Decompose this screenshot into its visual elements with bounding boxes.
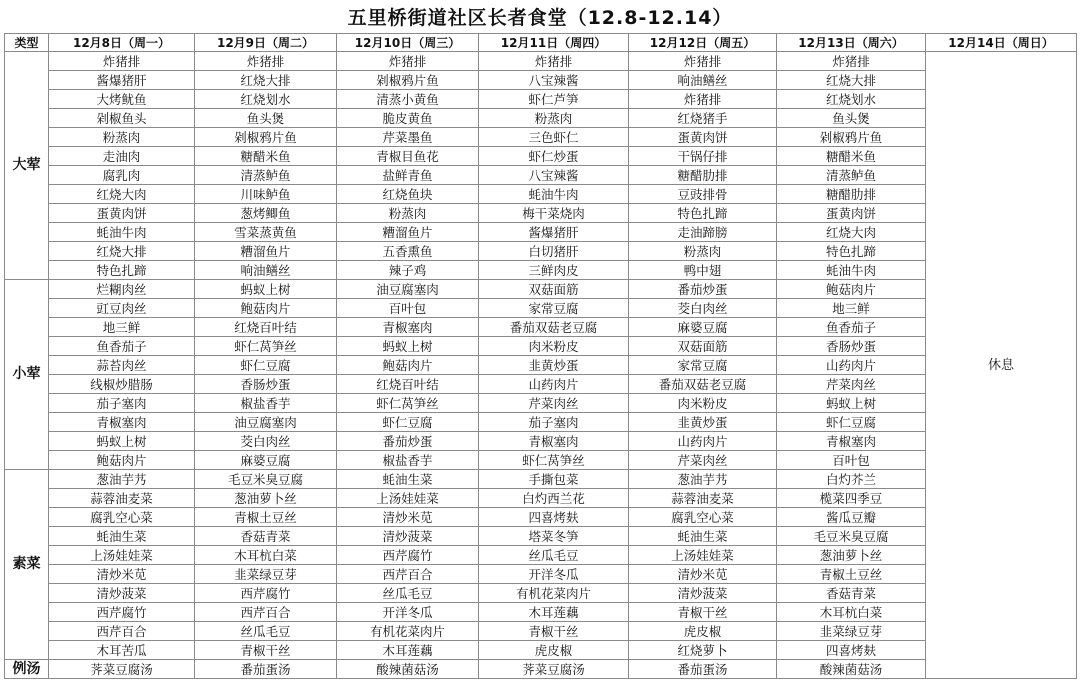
table-row: [5, 413, 1077, 432]
dish-cell: 青椒塞肉: [337, 318, 479, 337]
dish-cell: 酸辣菌菇汤: [337, 660, 479, 679]
dish-cell: 糖醋米鱼: [195, 147, 337, 166]
dish-cell: 芹菜肉丝: [479, 394, 629, 413]
dish-cell: 香菇青菜: [195, 527, 337, 546]
dish-cell: 毛豆米臭豆腐: [777, 527, 926, 546]
dish-cell: 干锅仔排: [629, 147, 777, 166]
dish-cell: 木耳杭白菜: [195, 546, 337, 565]
dish-cell: 腐乳肉: [49, 166, 195, 185]
dish-cell: 炸猪排: [49, 52, 195, 71]
dish-cell: 清蒸鲈鱼: [777, 166, 926, 185]
dish-cell: 韭黄炒蛋: [479, 356, 629, 375]
dish-cell: 蛋黄肉饼: [629, 128, 777, 147]
table-row: [5, 641, 1077, 660]
dish-cell: 红烧百叶结: [337, 375, 479, 394]
dish-cell: 红烧猪手: [629, 109, 777, 128]
dish-cell: 炸猪排: [777, 52, 926, 71]
category-cell: 大荤: [5, 52, 49, 280]
dish-cell: 虾仁莴笋丝: [337, 394, 479, 413]
dish-cell: 韭菜绿豆芽: [195, 565, 337, 584]
dish-cell: 酸辣菌菇汤: [777, 660, 926, 679]
dish-cell: 特色扎蹄: [777, 242, 926, 261]
dish-cell: 鱼香茄子: [777, 318, 926, 337]
menu-body: [5, 52, 1077, 679]
page-title: 五里桥街道社区长者食堂（12.8-12.14）: [347, 7, 733, 29]
dish-cell: 红烧鱼块: [337, 185, 479, 204]
dish-cell: 炸猪排: [629, 90, 777, 109]
dish-cell: 荠菜豆腐汤: [479, 660, 629, 679]
dish-cell: 蚝油生菜: [49, 527, 195, 546]
table-row: [5, 71, 1077, 90]
dish-cell: 青椒干丝: [479, 622, 629, 641]
dish-cell: 虎皮椒: [629, 622, 777, 641]
dish-cell: 清蒸小黄鱼: [337, 90, 479, 109]
dish-cell: 蚂蚁上树: [777, 394, 926, 413]
table-row: [5, 660, 1077, 679]
table-row: [5, 622, 1077, 641]
dish-cell: 红烧大肉: [777, 223, 926, 242]
dish-cell: 红烧百叶结: [195, 318, 337, 337]
dish-cell: 芹菜肉丝: [777, 375, 926, 394]
dish-cell: 蛋黄肉饼: [49, 204, 195, 223]
dish-cell: 粉蒸肉: [629, 242, 777, 261]
dish-cell: 蚝油牛肉: [479, 185, 629, 204]
table-row: [5, 242, 1077, 261]
dish-cell: 红烧萝卜: [629, 641, 777, 660]
dish-cell: 糖醋米鱼: [777, 147, 926, 166]
dish-cell: 红烧划水: [777, 90, 926, 109]
table-row: [5, 337, 1077, 356]
dish-cell: 葱油萝卜丝: [777, 546, 926, 565]
dish-cell: 炸猪排: [629, 52, 777, 71]
dish-cell: 百叶包: [337, 299, 479, 318]
dish-cell: 山药肉片: [629, 432, 777, 451]
dish-cell: 酱瓜豆瓣: [777, 508, 926, 527]
dish-cell: 蒜蓉油麦菜: [629, 489, 777, 508]
header-day-1: 12月8日（周一）: [49, 34, 195, 52]
table-row: [5, 451, 1077, 470]
dish-cell: 蚝油生菜: [629, 527, 777, 546]
dish-cell: 特色扎蹄: [49, 261, 195, 280]
table-row: [5, 318, 1077, 337]
dish-cell: 梅干菜烧肉: [479, 204, 629, 223]
dish-cell: 鱼头煲: [195, 109, 337, 128]
dish-cell: 香肠炒蛋: [195, 375, 337, 394]
header-day-6: 12月13日（周六）: [777, 34, 926, 52]
header-day-7: 12月14日（周日）: [926, 34, 1077, 52]
dish-cell: 三色虾仁: [479, 128, 629, 147]
dish-cell: 八宝辣酱: [479, 71, 629, 90]
dish-cell: 蛋黄肉饼: [777, 204, 926, 223]
dish-cell: 鲍菇肉片: [777, 280, 926, 299]
dish-cell: 鲍菇肉片: [195, 299, 337, 318]
dish-cell: 白切猪肝: [479, 242, 629, 261]
dish-cell: 虾仁豆腐: [195, 356, 337, 375]
dish-cell: 鱼香茄子: [49, 337, 195, 356]
dish-cell: 油豆腐塞肉: [195, 413, 337, 432]
table-row: [5, 90, 1077, 109]
dish-cell: 虾仁莴笋丝: [479, 451, 629, 470]
dish-cell: 木耳杭白菜: [777, 603, 926, 622]
dish-cell: 腐乳空心菜: [629, 508, 777, 527]
dish-cell: 炸猪排: [479, 52, 629, 71]
dish-cell: 豇豆肉丝: [49, 299, 195, 318]
table-row: [5, 394, 1077, 413]
dish-cell: 塔菜冬笋: [479, 527, 629, 546]
table-row: [5, 261, 1077, 280]
dish-cell: 毛豆米臭豆腐: [195, 470, 337, 489]
dish-cell: 雪菜蒸黄鱼: [195, 223, 337, 242]
sunday-rest-cell: 休息: [926, 52, 1077, 679]
dish-cell: 蚂蚁上树: [49, 432, 195, 451]
table-row: [5, 52, 1077, 71]
dish-cell: 蚂蚁上树: [195, 280, 337, 299]
header-day-2: 12月9日（周二）: [195, 34, 337, 52]
menu-table: [4, 33, 1077, 679]
dish-cell: 清蒸鲈鱼: [195, 166, 337, 185]
dish-cell: 西芹腐竹: [337, 546, 479, 565]
dish-cell: 川味鲈鱼: [195, 185, 337, 204]
dish-cell: 丝瓜毛豆: [195, 622, 337, 641]
dish-cell: 双菇面筋: [479, 280, 629, 299]
dish-cell: 葱油芋艿: [629, 470, 777, 489]
dish-cell: 虾仁豆腐: [337, 413, 479, 432]
dish-cell: 酱爆猪肝: [479, 223, 629, 242]
dish-cell: 特色扎蹄: [629, 204, 777, 223]
dish-cell: 线椒炒腊肠: [49, 375, 195, 394]
table-row: [5, 280, 1077, 299]
dish-cell: 上汤娃娃菜: [49, 546, 195, 565]
dish-cell: 家常豆腐: [479, 299, 629, 318]
dish-cell: 番茄蛋汤: [629, 660, 777, 679]
dish-cell: 走油肉: [49, 147, 195, 166]
dish-cell: 清炒米苋: [337, 508, 479, 527]
dish-cell: 香菇青菜: [777, 584, 926, 603]
dish-cell: 剁椒鱼头: [49, 109, 195, 128]
dish-cell: 番茄双菇老豆腐: [479, 318, 629, 337]
dish-cell: 上汤娃娃菜: [629, 546, 777, 565]
table-row: [5, 299, 1077, 318]
header-day-5: 12月12日（周五）: [629, 34, 777, 52]
dish-cell: 蚝油牛肉: [49, 223, 195, 242]
dish-cell: 百叶包: [777, 451, 926, 470]
table-row: [5, 204, 1077, 223]
dish-cell: 西芹腐竹: [49, 603, 195, 622]
dish-cell: 鲍菇肉片: [49, 451, 195, 470]
category-cell: 小荤: [5, 280, 49, 470]
dish-cell: 上汤娃娃菜: [337, 489, 479, 508]
dish-cell: 榄菜四季豆: [777, 489, 926, 508]
dish-cell: 荠菜豆腐汤: [49, 660, 195, 679]
dish-cell: 番茄炒蛋: [337, 432, 479, 451]
dish-cell: 地三鲜: [777, 299, 926, 318]
dish-cell: 茄子塞肉: [479, 413, 629, 432]
dish-cell: 番茄炒蛋: [629, 280, 777, 299]
dish-cell: 剁椒鸦片鱼: [195, 128, 337, 147]
dish-cell: 西芹百合: [195, 603, 337, 622]
dish-cell: 大烤鱿鱼: [49, 90, 195, 109]
dish-cell: 麻婆豆腐: [195, 451, 337, 470]
dish-cell: 粉蒸肉: [49, 128, 195, 147]
dish-cell: 虾仁芦笋: [479, 90, 629, 109]
dish-cell: 芹菜墨鱼: [337, 128, 479, 147]
dish-cell: 地三鲜: [49, 318, 195, 337]
table-row: [5, 356, 1077, 375]
dish-cell: 粉蒸肉: [337, 204, 479, 223]
dish-cell: 木耳莲藕: [337, 641, 479, 660]
dish-cell: 麻婆豆腐: [629, 318, 777, 337]
dish-cell: 清炒菠菜: [337, 527, 479, 546]
dish-cell: 双菇面筋: [629, 337, 777, 356]
dish-cell: 茭白肉丝: [195, 432, 337, 451]
dish-cell: 韭菜绿豆芽: [777, 622, 926, 641]
dish-cell: 肉米粉皮: [629, 394, 777, 413]
table-row: [5, 527, 1077, 546]
dish-cell: 烂糊肉丝: [49, 280, 195, 299]
dish-cell: 蚂蚁上树: [337, 337, 479, 356]
dish-cell: 青椒土豆丝: [195, 508, 337, 527]
dish-cell: 家常豆腐: [629, 356, 777, 375]
dish-cell: 青椒塞肉: [479, 432, 629, 451]
header-day-4: 12月11日（周四）: [479, 34, 629, 52]
dish-cell: 清炒菠菜: [49, 584, 195, 603]
dish-cell: 青椒塞肉: [777, 432, 926, 451]
dish-cell: 鱼头煲: [777, 109, 926, 128]
dish-cell: 西芹腐竹: [195, 584, 337, 603]
table-row: [5, 128, 1077, 147]
dish-cell: 鲍菇肉片: [337, 356, 479, 375]
dish-cell: 青椒土豆丝: [777, 565, 926, 584]
dish-cell: 炸猪排: [195, 52, 337, 71]
dish-cell: 响油鳝丝: [195, 261, 337, 280]
dish-cell: 虎皮椒: [479, 641, 629, 660]
dish-cell: 有机花菜肉片: [479, 584, 629, 603]
dish-cell: 清炒菠菜: [629, 584, 777, 603]
table-row: [5, 603, 1077, 622]
dish-cell: 丝瓜毛豆: [479, 546, 629, 565]
dish-cell: 剁椒鸦片鱼: [337, 71, 479, 90]
dish-cell: 四喜烤麸: [777, 641, 926, 660]
dish-cell: 芹菜肉丝: [629, 451, 777, 470]
dish-cell: 酱爆猪肝: [49, 71, 195, 90]
dish-cell: 开洋冬瓜: [479, 565, 629, 584]
dish-cell: 椒盐香芋: [195, 394, 337, 413]
dish-cell: 虾仁炒蛋: [479, 147, 629, 166]
dish-cell: 蚝油牛肉: [777, 261, 926, 280]
dish-cell: 辣子鸡: [337, 261, 479, 280]
dish-cell: 开洋冬瓜: [337, 603, 479, 622]
table-row: [5, 565, 1077, 584]
dish-cell: 有机花菜肉片: [337, 622, 479, 641]
dish-cell: 清炒米苋: [629, 565, 777, 584]
category-cell: 例汤: [5, 660, 49, 679]
dish-cell: 西芹百合: [49, 622, 195, 641]
table-row: [5, 584, 1077, 603]
table-row: [5, 147, 1077, 166]
dish-cell: 四喜烤麸: [479, 508, 629, 527]
dish-cell: 红烧大排: [49, 242, 195, 261]
dish-cell: 炸猪排: [337, 52, 479, 71]
dish-cell: 蒜蓉油麦菜: [49, 489, 195, 508]
table-row: [5, 470, 1077, 489]
table-row: [5, 546, 1077, 565]
dish-cell: 红烧大排: [195, 71, 337, 90]
dish-cell: 葱油芋艿: [49, 470, 195, 489]
header-type: 类型: [5, 34, 49, 52]
dish-cell: 剁椒鸦片鱼: [777, 128, 926, 147]
dish-cell: 红烧大排: [777, 71, 926, 90]
table-row: [5, 508, 1077, 527]
dish-cell: 三鲜肉皮: [479, 261, 629, 280]
dish-cell: 茄子塞肉: [49, 394, 195, 413]
dish-cell: 木耳莲藕: [479, 603, 629, 622]
dish-cell: 糖醋肋排: [629, 166, 777, 185]
dish-cell: 粉蒸肉: [479, 109, 629, 128]
dish-cell: 响油鳝丝: [629, 71, 777, 90]
category-cell: 素菜: [5, 470, 49, 660]
dish-cell: 盐鲜青鱼: [337, 166, 479, 185]
dish-cell: 葱油萝卜丝: [195, 489, 337, 508]
dish-cell: 糟溜鱼片: [195, 242, 337, 261]
dish-cell: 番茄蛋汤: [195, 660, 337, 679]
dish-cell: 青椒干丝: [195, 641, 337, 660]
dish-cell: 山药肉片: [777, 356, 926, 375]
dish-cell: 腐乳空心菜: [49, 508, 195, 527]
table-row: [5, 375, 1077, 394]
dish-cell: 香肠炒蛋: [777, 337, 926, 356]
dish-cell: 椒盐香芋: [337, 451, 479, 470]
dish-cell: 茭白肉丝: [629, 299, 777, 318]
dish-cell: 青椒塞肉: [49, 413, 195, 432]
dish-cell: 鸭中翅: [629, 261, 777, 280]
dish-cell: 清炒米苋: [49, 565, 195, 584]
dish-cell: 蒜苔肉丝: [49, 356, 195, 375]
dish-cell: 肉米粉皮: [479, 337, 629, 356]
dish-cell: 韭黄炒蛋: [629, 413, 777, 432]
dish-cell: 木耳苦瓜: [49, 641, 195, 660]
dish-cell: 番茄双菇老豆腐: [629, 375, 777, 394]
dish-cell: 青椒目鱼花: [337, 147, 479, 166]
table-row: [5, 223, 1077, 242]
dish-cell: 八宝辣酱: [479, 166, 629, 185]
dish-cell: 青椒干丝: [629, 603, 777, 622]
dish-cell: 虾仁豆腐: [777, 413, 926, 432]
dish-cell: 西芹百合: [337, 565, 479, 584]
dish-cell: 山药肉片: [479, 375, 629, 394]
dish-cell: 红烧划水: [195, 90, 337, 109]
dish-cell: 脆皮黄鱼: [337, 109, 479, 128]
header-row: [5, 34, 1077, 52]
dish-cell: 红烧大肉: [49, 185, 195, 204]
dish-cell: 油豆腐塞肉: [337, 280, 479, 299]
dish-cell: 蚝油生菜: [337, 470, 479, 489]
table-row: [5, 109, 1077, 128]
dish-cell: 糖醋肋排: [777, 185, 926, 204]
dish-cell: 豆豉排骨: [629, 185, 777, 204]
dish-cell: 五香熏鱼: [337, 242, 479, 261]
table-row: [5, 432, 1077, 451]
dish-cell: 葱烤鲫鱼: [195, 204, 337, 223]
table-row: [5, 166, 1077, 185]
header-day-3: 12月10日（周三）: [337, 34, 479, 52]
dish-cell: 白灼芥兰: [777, 470, 926, 489]
table-row: [5, 185, 1077, 204]
dish-cell: 糟溜鱼片: [337, 223, 479, 242]
dish-cell: 手撕包菜: [479, 470, 629, 489]
dish-cell: 白灼西兰花: [479, 489, 629, 508]
table-row: [5, 489, 1077, 508]
dish-cell: 走油蹄膀: [629, 223, 777, 242]
dish-cell: 丝瓜毛豆: [337, 584, 479, 603]
dish-cell: 虾仁莴笋丝: [195, 337, 337, 356]
